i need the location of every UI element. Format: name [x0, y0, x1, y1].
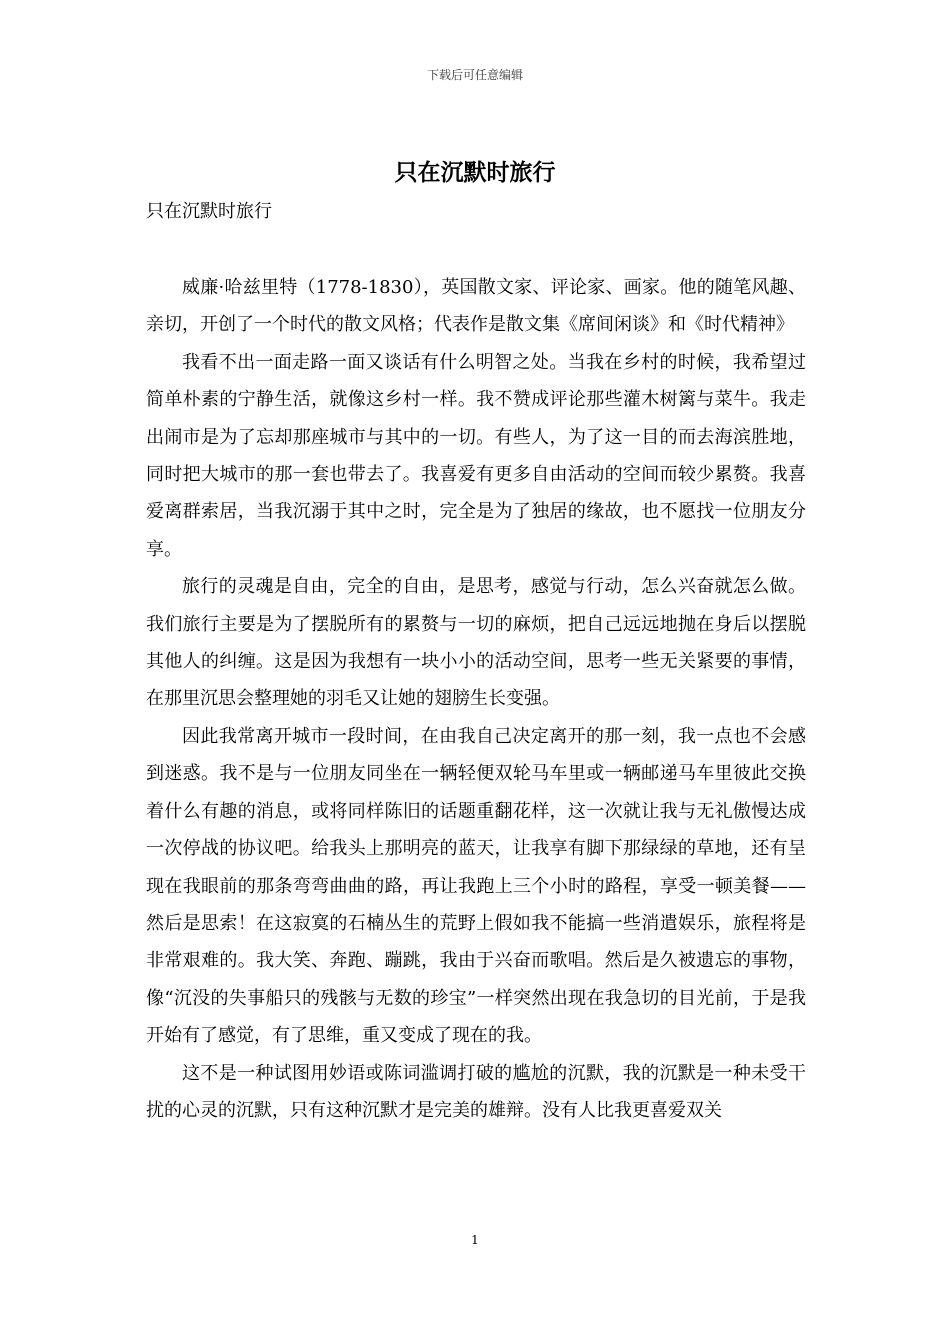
paragraph-intro: 威廉·哈兹里特（1778-1830），英国散文家、评论家、画家。他的随笔风趣、亲切，开创了一个时代的散文风格；代表作是散文集《席间闲谈》和《时代精神》: [146, 277, 806, 336]
paragraph-leaving-city: 因此我常离开城市一段时间，在由我自己决定离开的那一刻，我一点也不会感到迷惑。我不是与一位朋友同坐在一辆轻便双轮马车里或一辆邮递马车里彼此交换着什么有趣的消息，或将同样陈旧的话题重翻花样，这一次就让我与无礼傲慢达成一次停战的协议吧。给我头上那明亮的蓝天，让我享有脚下那绿绿的草地，还有呈现在我眼前的那条弯弯曲曲的路，再让我跑上三个小时的路程，享受一顿美餐——然后是思索！在这寂寞的石楠丛生的荒野上假如我不能搞一些消遣娱乐，旅程将是非常艰难的。我大笑、奔跑、蹦跳，我由于兴奋而歌唱。然后是久被遗忘的事物，像“沉没的失事船只的残骸与无数的珍宝”一样突然出现在我急切的目光前，于是我开始有了感觉，有了思维，重又变成了现在的我。: [146, 725, 806, 1047]
document-body: [146, 269, 806, 1129]
paragraph-freedom: 旅行的灵魂是自由，完全的自由，是思考，感觉与行动，怎么兴奋就怎么做。我们旅行主要是为了摆脱所有的累赘与一切的麻烦，把自己远远地抛在身后以摆脱其他人的纠缠。这是因为我想有一块小小的活动空间，思考一些无关紧要的事情，在那里沉思会整理她的羽毛又让她的翅膀生长变强。: [146, 576, 806, 710]
page-number: 1: [471, 1233, 479, 1247]
paragraph-silence: 这不是一种试图用妙语或陈词滥调打破的尴尬的沉默，我的沉默是一种未受干扰的心灵的沉默，只有这种沉默才是完美的雄辩。没有人比我更喜爱双关: [146, 1062, 806, 1121]
paragraph-walking: 我看不出一面走路一面又谈话有什么明智之处。当我在乡村的时候，我希望过简单朴素的宁静生活，就像这乡村一样。我不赞成评论那些灌木树篱与菜牛。我走出闹市是为了忘却那座城市与其中的一切。有些人，为了这一目的而去海滨胜地，同时把大城市的那一套也带去了。我喜爱有更多自由活动的空间而较少累赘。我喜爱离群索居，当我沉溺于其中之时，完全是为了独居的缘故，也不愿找一位朋友分享。: [146, 351, 806, 560]
document-title: 只在沉默时旅行: [394, 160, 556, 186]
page-header: 下载后可任意编辑: [426, 68, 523, 82]
document-subtitle: 只在沉默时旅行: [146, 201, 272, 222]
